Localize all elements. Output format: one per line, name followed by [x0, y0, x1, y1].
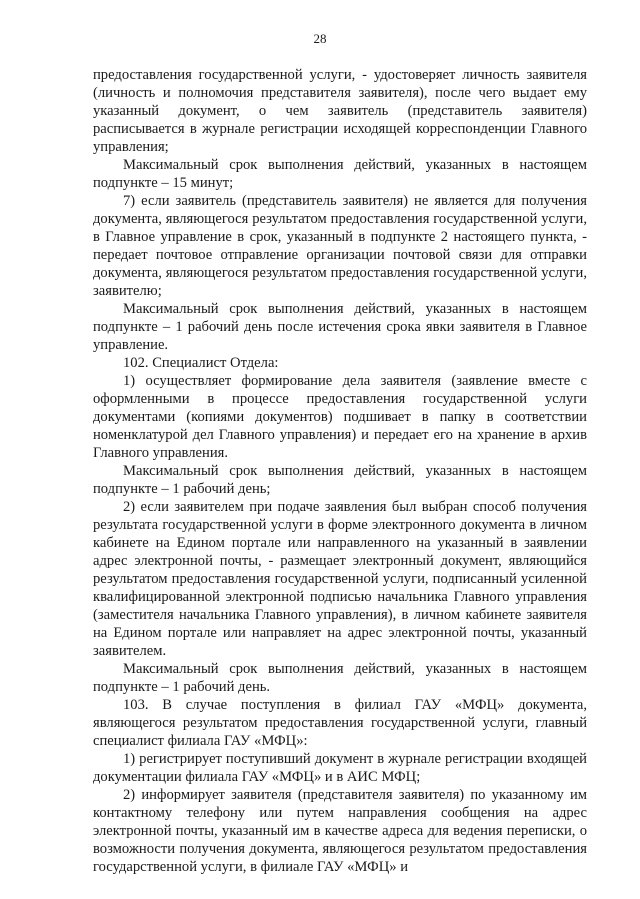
paragraph: Максимальный срок выполнения действий, указанных в настоящем подпункте – 1 рабочий день после истечения срока явки заявителя в Главное управление. [93, 301, 587, 353]
paragraph: предоставления государственной услуги, - удостоверяет личность заявителя (личность и полномочия представителя заявителя), после чего выдает ему указанный документ, о чем заявитель (представитель заявителя) расписывается в журнале регистрации исходящей корреспонденции Главного управления; [93, 67, 587, 155]
document-body [93, 66, 587, 876]
paragraph: Максимальный срок выполнения действий, указанных в настоящем подпункте – 1 рабочий день; [93, 463, 587, 497]
page-number: 28 [313, 31, 327, 46]
paragraph: 2) если заявителем при подаче заявления был выбран способ получения результата государственной услуги в форме электронного документа в личном кабинете на Едином портале или направленного на указанный в заявлении адрес электронной почты, - размещает электронный документ, являющийся результатом предоставления государственной услуги, подписанный усиленной квалифицированной электронной подписью начальника Главного управления (заместителя начальника Главного управления), в личном кабинете заявителя на Едином портале или направляет на адрес электронной почты, указанный заявителем. [93, 499, 587, 659]
paragraph: Максимальный срок выполнения действий, указанных в настоящем подпункте – 1 рабочий день. [93, 661, 587, 695]
paragraph: 2) информирует заявителя (представителя заявителя) по указанному им контактному телефону или путем направления сообщения на адрес электронной почты, указанный им в качестве адреса для ведения переписки, о возможности получения документа, являющегося результатом предоставления государственной услуги, в филиале ГАУ «МФЦ» и [93, 787, 587, 875]
paragraph: 1) осуществляет формирование дела заявителя (заявление вместе с оформленными в процессе предоставления государственной услуги документами (копиями документов) подшивает в папку в соответствии номенклатурой дел Главного управления) и передает его на хранение в архив Главного управления. [93, 373, 587, 461]
paragraph: 7) если заявитель (представитель заявителя) не является для получения документа, являющегося результатом предоставления государственной услуги, в Главное управление в срок, указанный в подпункте 2 настоящего пункта, - передает почтовое отправление организации почтовой связи для отправки документа, являющегося результатом предоставления государственной услуги, заявителю; [93, 193, 587, 299]
paragraph: 102. Специалист Отдела: [123, 355, 279, 371]
paragraph: Максимальный срок выполнения действий, указанных в настоящем подпункте – 15 минут; [93, 157, 587, 191]
paragraph: 103. В случае поступления в филиал ГАУ «МФЦ» документа, являющегося результатом предоставления государственной услуги, главный специалист филиала ГАУ «МФЦ»: [93, 697, 587, 749]
paragraph: 1) регистрирует поступивший документ в журнале регистрации входящей документации филиала ГАУ «МФЦ» и в АИС МФЦ; [93, 751, 587, 785]
